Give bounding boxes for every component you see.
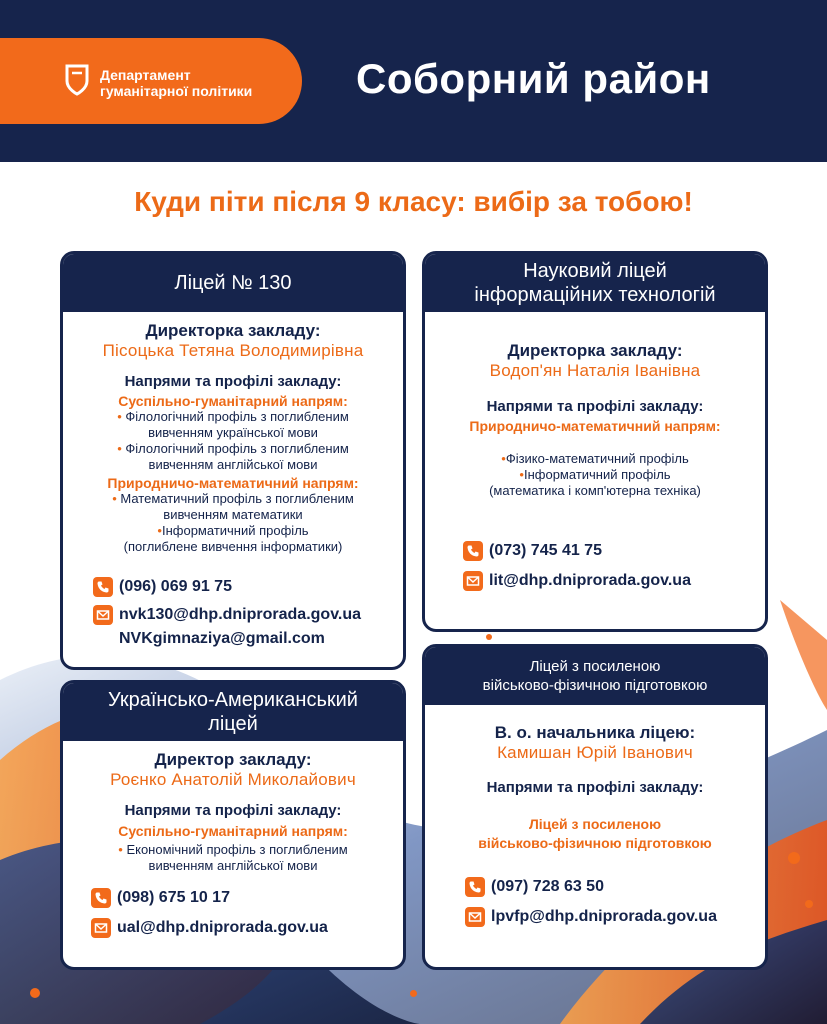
email-address: ual@dhp.dniprorada.gov.ua	[117, 919, 328, 936]
contacts	[91, 886, 393, 940]
card-title: Українсько-Американський ліцей	[63, 683, 403, 741]
email-address: lpvfp@dhp.dniprorada.gov.ua	[491, 908, 717, 925]
phone-row[interactable]	[91, 886, 393, 910]
district-title: Соборний район	[356, 55, 711, 102]
phone-number: (096) 069 91 75	[119, 578, 232, 595]
decor-dot	[30, 988, 40, 998]
phone-icon	[93, 577, 113, 597]
phone-icon	[91, 888, 111, 908]
profile-item: •Інформатичний профіль (математика і комп'ютерна техніка)	[489, 467, 701, 498]
director-label: В. о. начальника ліцею:	[494, 723, 696, 742]
email-icon	[91, 918, 111, 938]
phone-row[interactable]	[93, 575, 393, 599]
email-row[interactable]	[463, 569, 755, 593]
profiles-label: Напрями та профілі закладу:	[124, 802, 342, 819]
email-icon	[463, 571, 483, 591]
email-icon	[465, 907, 485, 927]
email-address: NVKgimnaziya@gmail.com	[119, 630, 325, 647]
contacts	[465, 875, 755, 929]
email-row-secondary[interactable]	[93, 627, 393, 651]
shield-logo-icon	[64, 63, 90, 97]
profiles-label: Напрями та профілі закладу:	[486, 398, 704, 415]
profile-item: •Інформатичний профіль (поглиблене вивчення інформатики)	[123, 523, 343, 554]
profile-item: • Філологічний профіль з поглибленим вивченням української мови	[117, 409, 349, 440]
email-address: lit@dhp.dniprorada.gov.ua	[489, 572, 691, 589]
email-icon	[93, 605, 113, 625]
org-name: Департамент гуманітарної політики	[100, 67, 253, 99]
profile-item: • Економічний профіль з поглибленим вивченням англійської мови	[118, 842, 348, 873]
email-row[interactable]	[465, 905, 755, 929]
phone-icon	[465, 877, 485, 897]
card-title: Науковий ліцей інформаційних технологій	[425, 254, 765, 312]
decor-dot	[788, 852, 800, 864]
director-name: Водоп'ян Наталія Іванівна	[489, 361, 701, 380]
director-label: Директорка закладу:	[145, 321, 321, 340]
school-card-it-lyceum	[422, 251, 768, 632]
director-label: Директор закладу:	[154, 750, 312, 769]
area-title: Ліцей з посиленою військово-фізичною підготовкою	[478, 816, 712, 851]
area-title: Суспільно-гуманітарний напрям:	[118, 823, 348, 839]
email-row[interactable]	[93, 603, 393, 627]
page-headline: Куди піти після 9 класу: вибір за тобою!	[134, 186, 693, 217]
profile-item: • Математичний профіль з поглибленим вивченням математики	[112, 491, 354, 522]
phone-number: (098) 675 10 17	[117, 889, 230, 906]
card-title: Ліцей з посиленою військово-фізичною підготовкою	[425, 647, 765, 705]
school-card-military-lyceum	[422, 644, 768, 970]
profile-item: • Філологічний профіль з поглибленим вивченням англійської мови	[117, 441, 349, 472]
director-name: Пісоцька Тетяна Володимирівна	[102, 341, 364, 360]
director-name: Роєнко Анатолій Миколайович	[110, 770, 356, 789]
profile-item: •Фізико-математичний профіль	[501, 451, 689, 466]
school-card-130	[60, 251, 406, 670]
card-title: Ліцей № 130	[63, 254, 403, 312]
director-label: Директорка закладу:	[507, 341, 683, 360]
decor-dot	[486, 634, 492, 640]
area-title: Природничо-математичний напрям:	[107, 475, 359, 491]
phone-row[interactable]	[465, 875, 755, 899]
director-name: Камишан Юрій Іванович	[497, 743, 693, 762]
profiles-label: Напрями та профілі закладу:	[486, 779, 704, 796]
decor-dot	[410, 990, 417, 997]
contacts	[93, 575, 393, 651]
email-address: nvk130@dhp.dniprorada.gov.ua	[119, 606, 362, 623]
phone-number: (097) 728 63 50	[491, 878, 604, 895]
area-title: Природничо-математичний напрям:	[469, 418, 721, 434]
phone-number: (073) 745 41 75	[489, 542, 602, 559]
phone-icon	[463, 541, 483, 561]
email-row[interactable]	[91, 916, 393, 940]
contacts	[463, 539, 755, 593]
area-title: Суспільно-гуманітарний напрям:	[118, 393, 348, 409]
profiles-label: Напрями та профілі закладу:	[124, 373, 342, 390]
phone-row[interactable]	[463, 539, 755, 563]
decor-dot	[805, 900, 813, 908]
school-card-ukrainian-american	[60, 680, 406, 970]
